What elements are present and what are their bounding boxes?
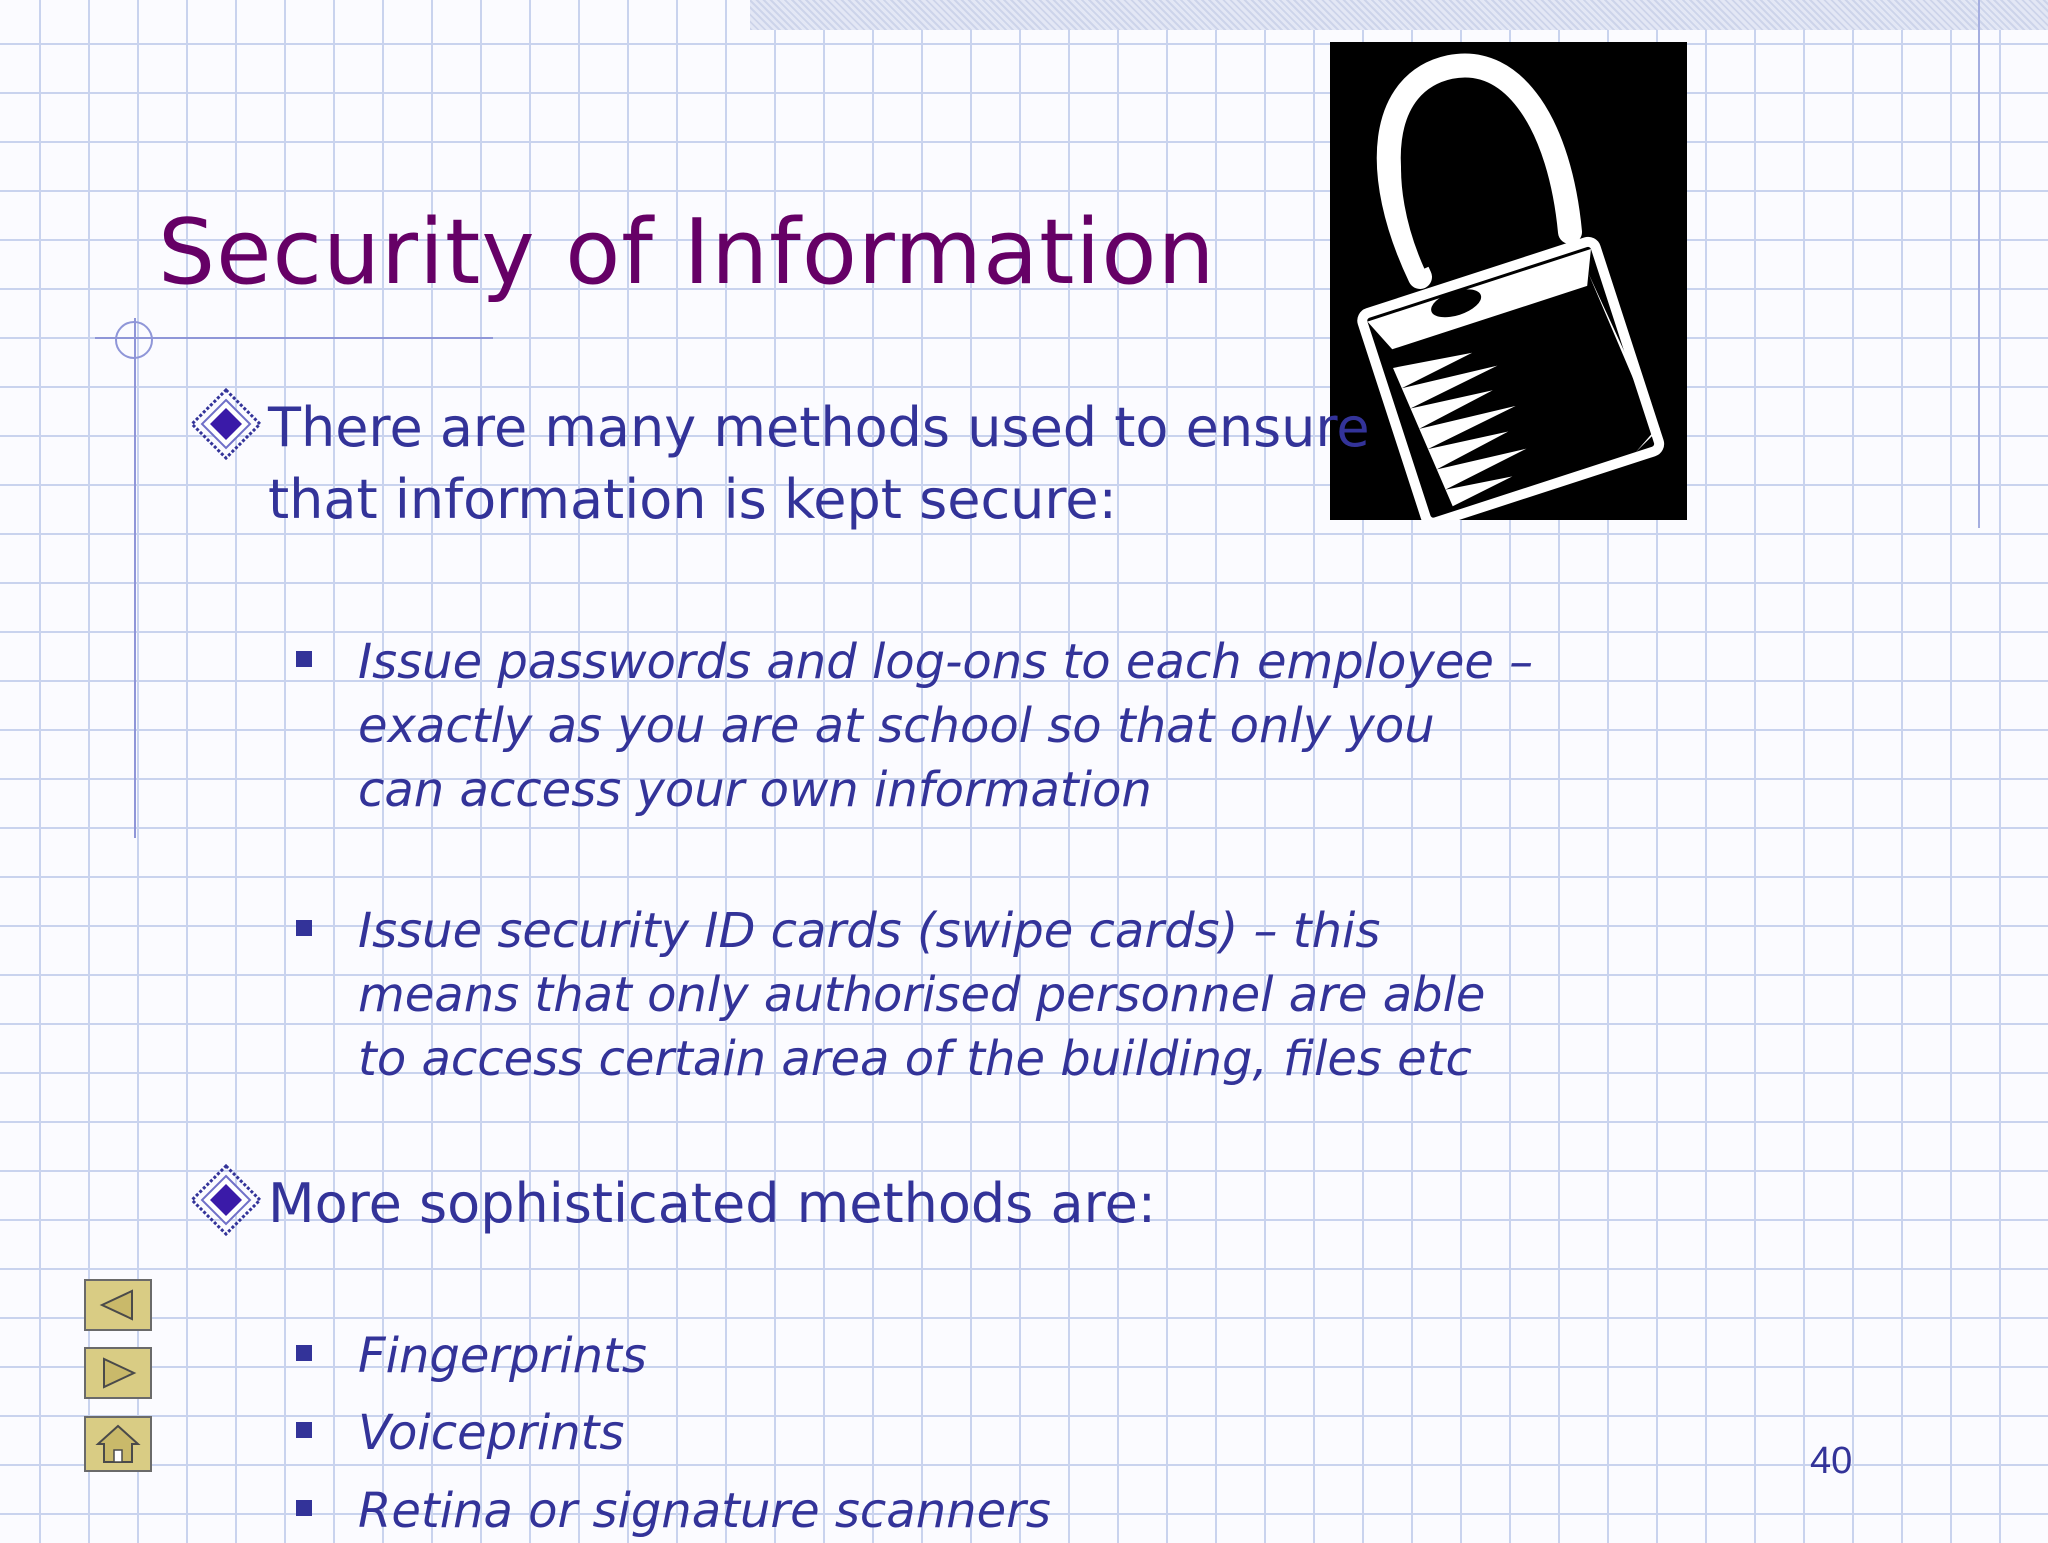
bullet-methods: [268, 392, 1370, 536]
sub-bullet-passwords: [358, 630, 1533, 822]
square-bullet-icon: [296, 1422, 312, 1438]
diamond-bullet-icon: [190, 1164, 262, 1236]
sub-bullet-line: exactly as you are at school so that only you: [358, 698, 1435, 754]
sub-bullet-fingerprints: [358, 1324, 647, 1388]
sub-bullet-voiceprints: [358, 1401, 624, 1465]
bullet-sophisticated: [268, 1168, 1156, 1240]
square-bullet-icon: [296, 1345, 312, 1361]
next-slide-button[interactable]: [84, 1347, 152, 1399]
previous-slide-icon: [86, 1281, 150, 1329]
top-decorative-band: [750, 0, 2048, 30]
home-icon: [86, 1418, 150, 1470]
sub-bullet-line: Issue passwords and log-ons to each employee –: [358, 634, 1534, 690]
sub-bullet-id-cards: [358, 899, 1485, 1091]
slide-number: 40: [1810, 1440, 1853, 1482]
bullet-line: There are many methods used to ensure: [268, 396, 1370, 459]
sub-bullet-line: can access your own information: [358, 762, 1152, 818]
square-bullet-icon: [296, 920, 312, 936]
padlock-image: [1330, 42, 1687, 520]
bullet-line: that information is kept secure:: [268, 468, 1117, 531]
padlock-icon: [1330, 42, 1687, 520]
sub-bullet-scanners: [358, 1479, 1051, 1543]
sub-bullet-line: means that only authorised personnel are able: [358, 967, 1486, 1023]
sub-bullet-line: to access certain area of the building, files etc: [358, 1031, 1472, 1087]
sub-bullet-line: Voiceprints: [358, 1405, 625, 1461]
home-button[interactable]: [84, 1416, 152, 1472]
next-slide-icon: [86, 1349, 150, 1397]
bullet-line: More sophisticated methods are:: [268, 1172, 1156, 1235]
sub-bullet-line: Issue security ID cards (swipe cards) – this: [358, 903, 1381, 959]
slide-title: Security of Information: [158, 200, 1216, 305]
square-bullet-icon: [296, 651, 312, 667]
right-vertical-rule: [1978, 0, 1980, 528]
crosshair-ornament: [112, 318, 156, 362]
square-bullet-icon: [296, 1500, 312, 1516]
left-vertical-rule: [134, 318, 136, 838]
diamond-bullet-icon: [190, 388, 262, 460]
sub-bullet-line: Fingerprints: [358, 1328, 647, 1384]
sub-bullet-line: Retina or signature scanners: [358, 1483, 1051, 1539]
previous-slide-button[interactable]: [84, 1279, 152, 1331]
